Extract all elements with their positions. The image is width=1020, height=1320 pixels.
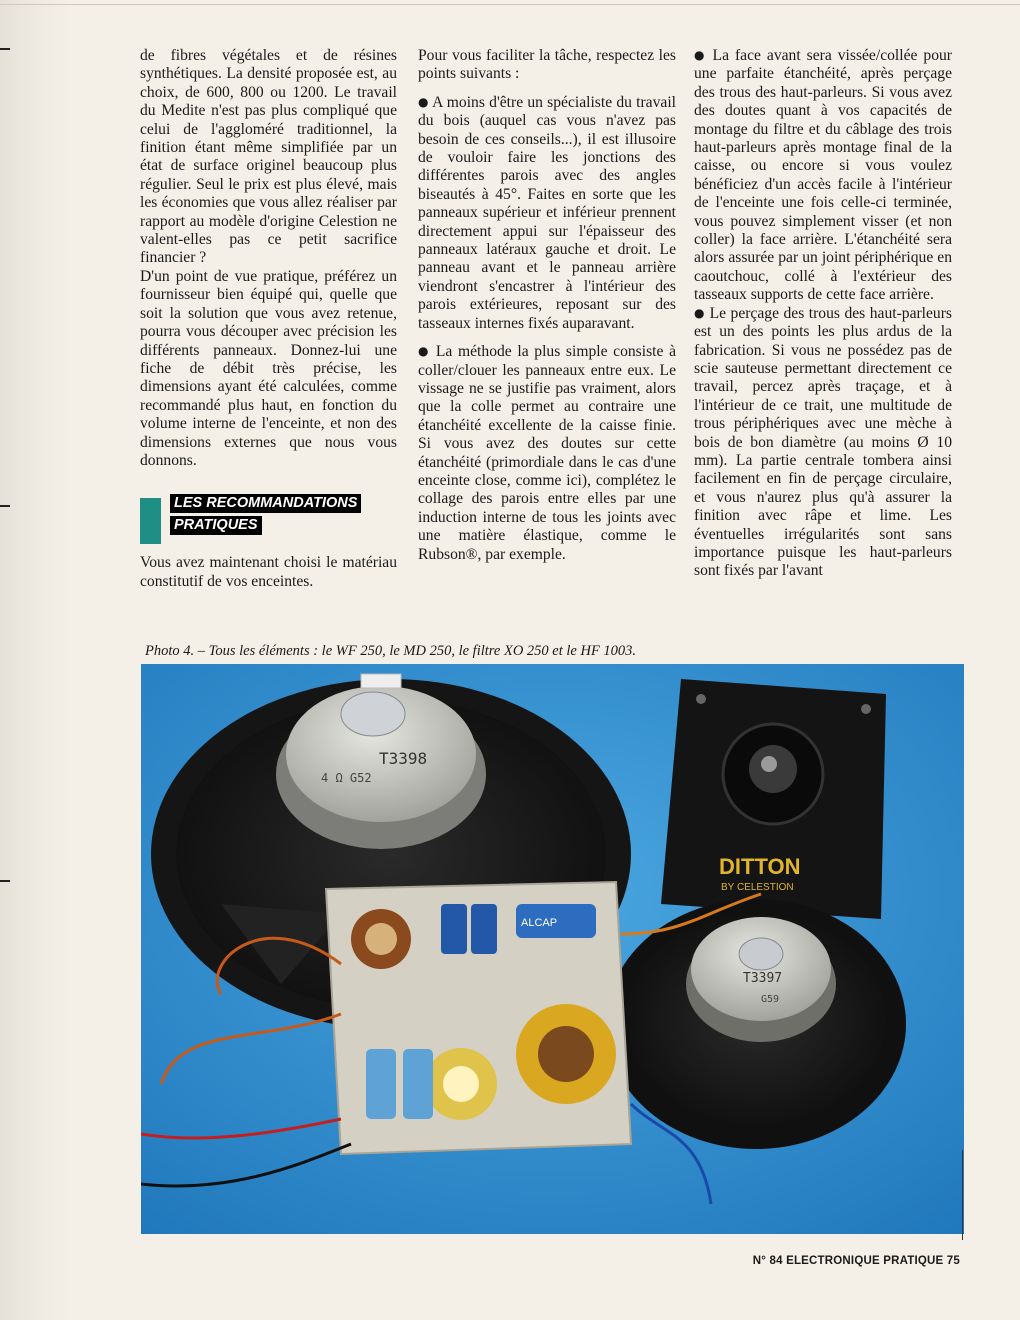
text-column-2: [418, 47, 676, 564]
margin-mark: [0, 880, 10, 882]
midrange-sub-label: G59: [761, 994, 780, 1005]
bullet-paragraph: [418, 94, 676, 333]
photo-caption: Photo 4. – Tous les éléments : le WF 250, le MD 250, le filtre XO 250 et le HF 1003.: [145, 643, 637, 659]
bullet-paragraph: [418, 343, 676, 564]
paragraph: Pour vous faciliter la tâche, respectez les points suivants :: [418, 47, 676, 83]
tweeter-sub-brand: BY CELESTION: [721, 882, 794, 893]
bullet-paragraph: [694, 47, 952, 305]
tweeter-speaker: [661, 679, 886, 919]
heading-line: PRATIQUES: [170, 516, 262, 535]
photo-illustration: [141, 664, 964, 1234]
bullet-paragraph: [694, 305, 952, 581]
margin-rule: [962, 1150, 963, 1240]
heading-line: LES RECOMMANDATIONS: [170, 494, 361, 513]
bullet-text: A moins d'être un spécialiste du travail du bois (auquel cas vous n'avez pas besoin de ces conseils...), il est illusoire de vouloir faire les jonctions des différentes parois avec des angles biseautés à 45°. Faites en sorte que les panneaux supérieur et inférieur prennent directement appui sur l'épaisseur des panneaux latéraux gauche et droit. Le panneau avant et le panneau arrière viendront s'encastrer à l'intérieur des parois extérieures, reposant sur des tasseaux internes fixés auparavant.: [418, 93, 676, 332]
margin-mark: [0, 48, 10, 50]
bullet-text: La face avant sera vissée/collée pour une parfaite étanchéité, après perçage des trous des haut-parleurs. Si vous avez des doutes quant à vos capacités de montage du filtre et du câblage des trois haut-parleurs après montage final de la caisse, ou encore si vous voulez bénéficiez d'un accès facile à l'intérieur de l'enceinte une fois celle-ci terminée, vous pouvez simplement visser (et non coller) la face arrière. L'étanchéité sera alors assurée par un joint périphérique en caoutchouc, collé à l'extérieur des tasseaux supports de cette face arrière.: [694, 47, 952, 304]
paragraph: D'un point de vue pratique, préférez un fournisseur bien équipé qui, quelle que soit la solution que vous avez retenue, pourra vous découper avec précision les différents panneaux. Donnez-lui une fiche de débit très précise, les dimensions ayant été calculées, comme recommandé plus haut, en fonction du volume interne de l'enceinte, et non des dimensions externes que nous vous donnons.: [140, 267, 397, 469]
text-column-1: [140, 47, 397, 591]
woofer-label: T3398: [379, 749, 428, 768]
crossover-filter-board: [326, 882, 631, 1154]
page-gutter-shadow: [0, 0, 70, 1320]
woofer-sub-label: 4 Ω G52: [321, 771, 372, 785]
bullet-icon: ●: [694, 48, 707, 62]
midrange-label: T3397: [743, 971, 783, 986]
paragraph: de fibres végétales et de résines synthétiques. La densité proposée est, au choix, de 600, 800 ou 1200. Le travail du Medite n'est pas plus compliqué que celui de l'aggloméré traditionnel, la finition étant même simplifiée par un état de surface originel beaucoup plus régulier. Seul le prix est plus élevé, mais les économies que vous allez réaliser par rapport au modèle d'origine Celestion ne valent-elles pas ce petit sacrifice financier ?: [140, 47, 397, 267]
paragraph: Vous avez maintenant choisi le matériau constitutif de vos enceintes.: [140, 554, 397, 590]
midrange-speaker: [606, 899, 906, 1149]
capacitor-label: ALCAP: [521, 917, 558, 929]
top-edge-rule: [0, 4, 1020, 5]
bullet-icon: ●: [418, 344, 431, 359]
margin-mark: [0, 505, 10, 507]
heading-accent-bar: [140, 498, 161, 544]
speaker-components-photo: [141, 664, 964, 1234]
page-footer-folio: N° 84 ELECTRONIQUE PRATIQUE 75: [752, 1255, 960, 1267]
bullet-icon: ●: [694, 305, 706, 320]
bullet-text: Le perçage des trous des haut-parleurs est un des points les plus ardus de la fabrication. Si vous ne possédez pas de scie sauteuse permettant directement ce travail, percez après traçage, et à l'intérieur de ce trait, une multitude de trous périphériques avec une mèche à bois de bon diamètre (au moins Ø 10 mm). La partie centrale tombera ainsi facilement en fin de perçage circulaire, et vous n'aurez plus qu'à assurer la finition avec râpe et lime. Les éventuelles irrégularités sont sans importance puisque les haut-parleurs sont fixés par l'avant: [694, 304, 952, 580]
bullet-text: La méthode la plus simple consiste à coller/clouer les panneaux entre eux. Le vissage ne se justifie pas vraiment, alors que la colle permet au contraire une étanchéité excellente de la caisse finie. Si vous avez des doutes sur cette étanchéité (primordiale dans le cas d'une enceinte close, comme ici), complétez le collage des parois entre elles par une induction interne de tous les joints avec une matière élastique, comme le Rubson®, par exemple.: [418, 343, 676, 563]
text-column-3: [694, 47, 952, 581]
tweeter-brand: DITTON: [719, 854, 801, 879]
bullet-icon: ●: [418, 94, 429, 109]
section-heading: [140, 494, 397, 546]
